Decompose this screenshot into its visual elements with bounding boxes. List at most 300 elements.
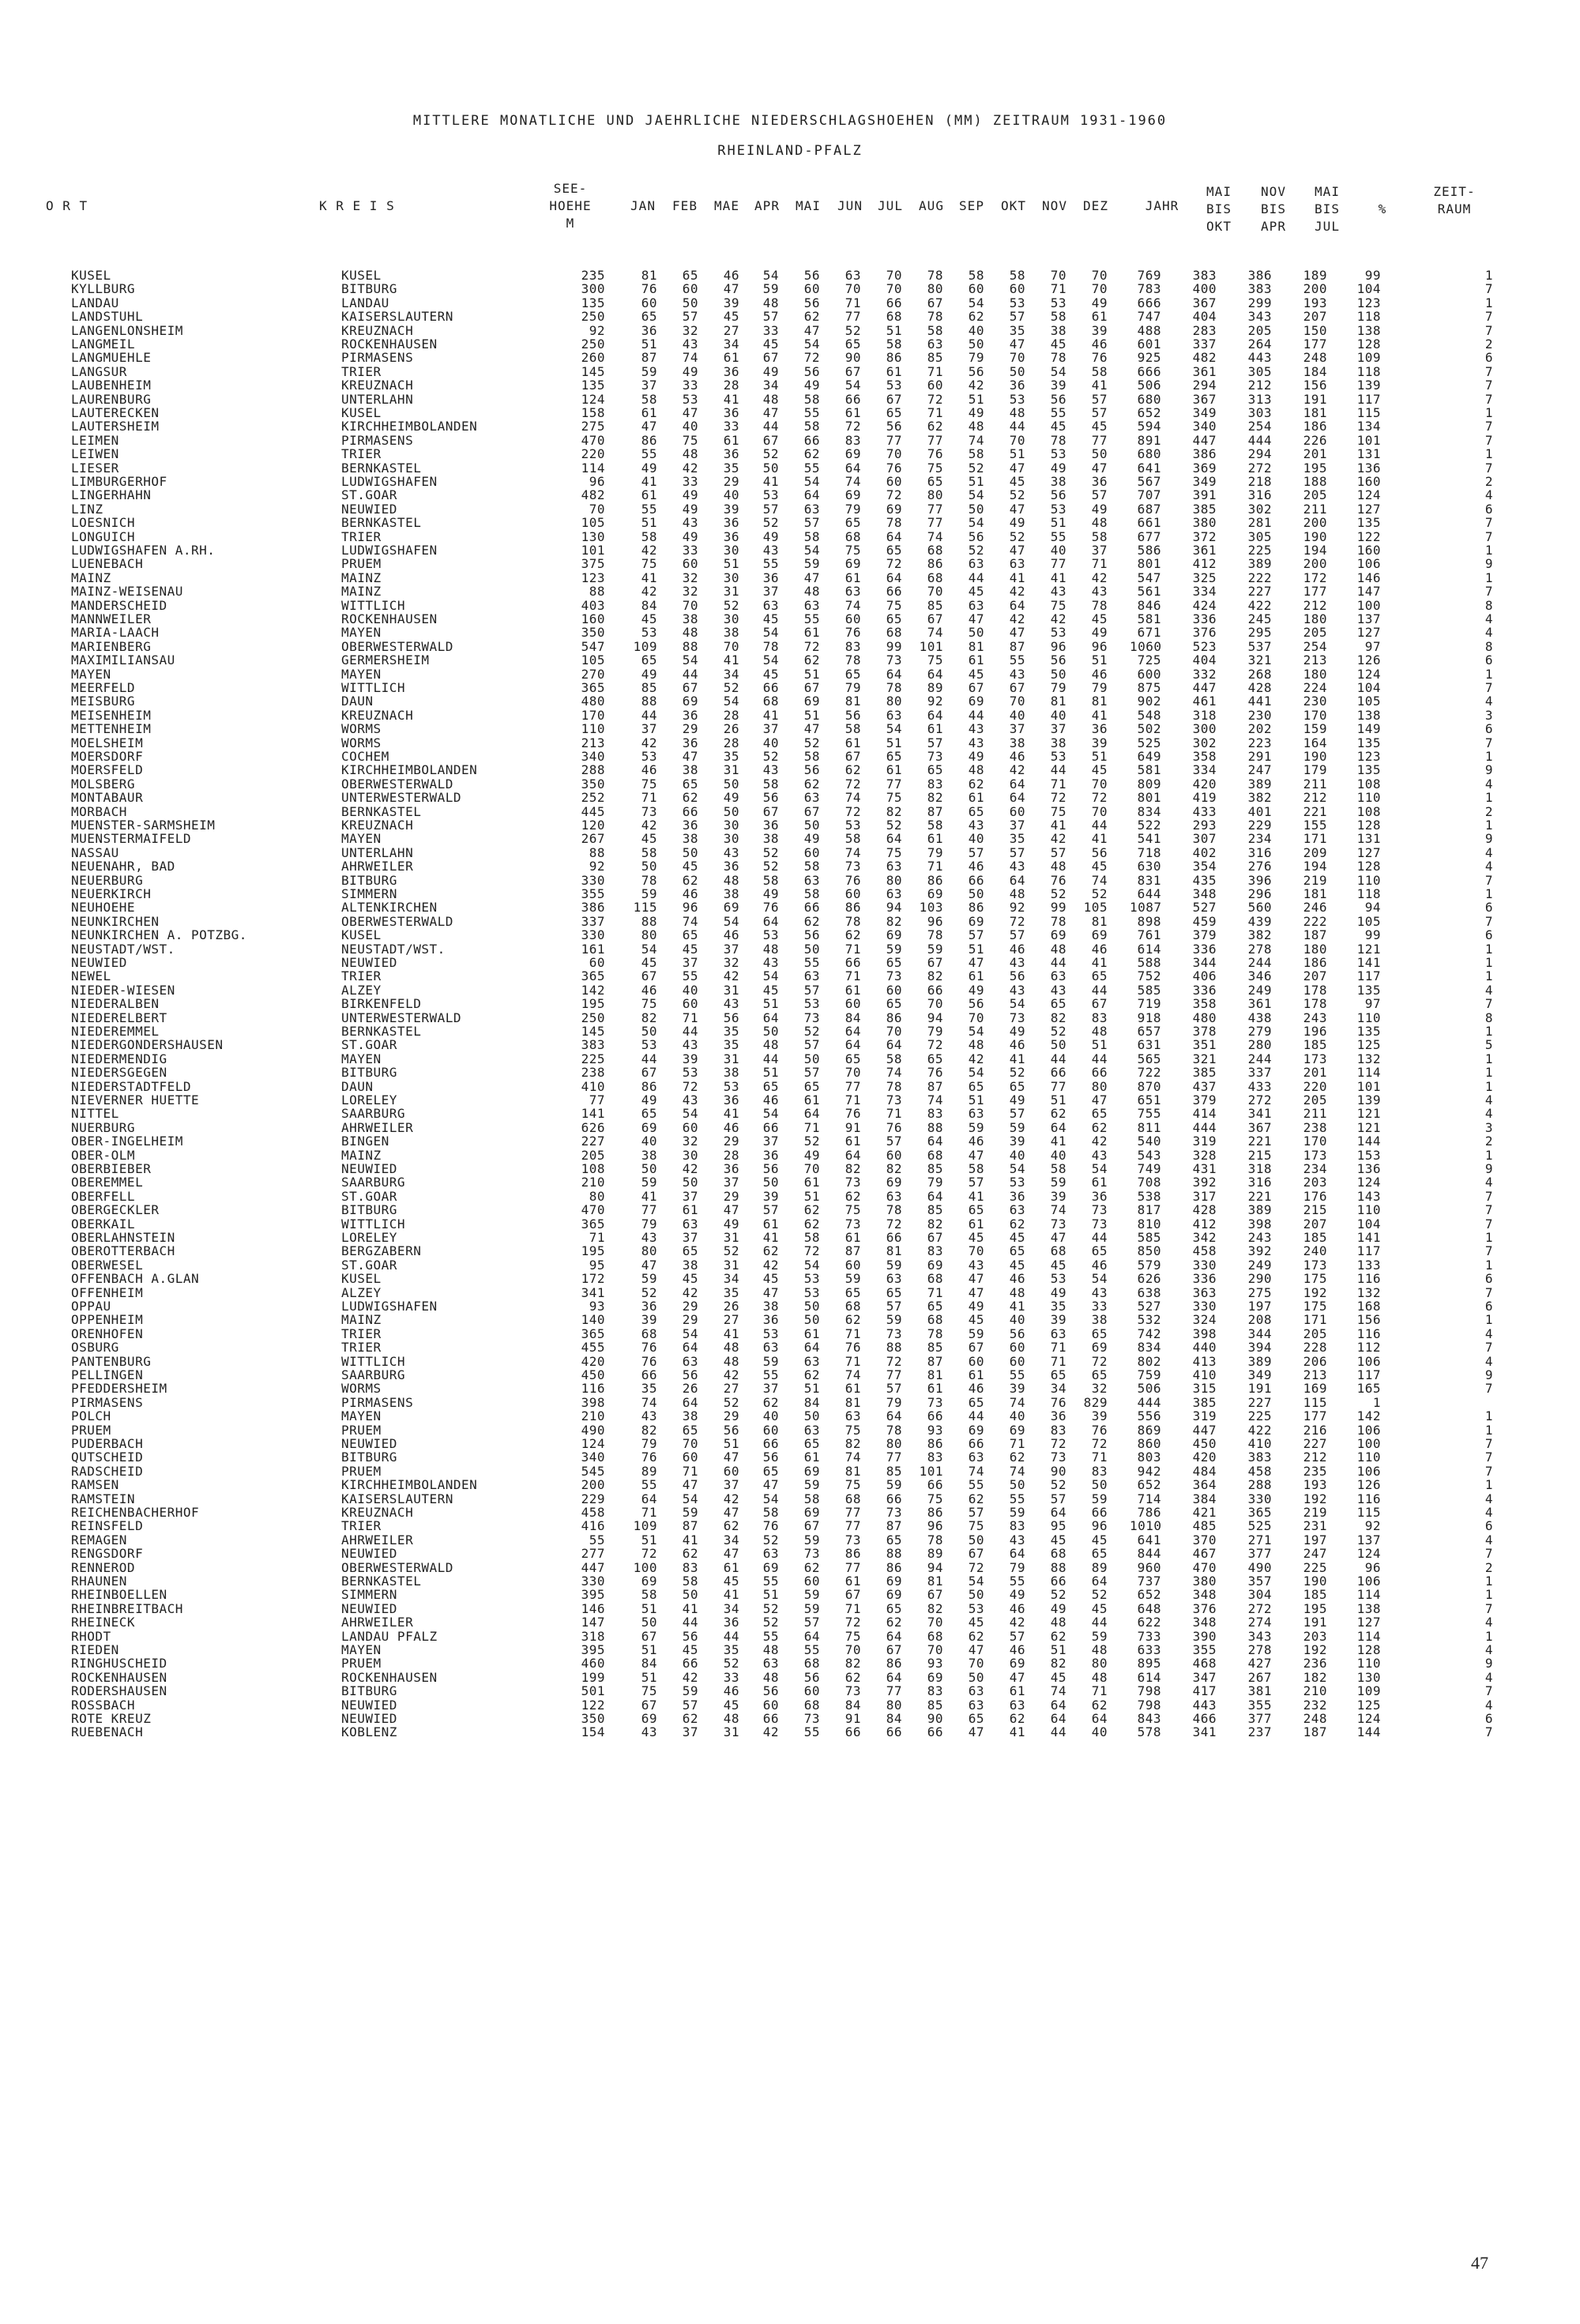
cell-value: 68	[927, 1271, 943, 1287]
cell-value: 180	[1303, 666, 1327, 682]
cell-value: 32	[682, 570, 698, 585]
cell-value: 58	[1091, 363, 1108, 379]
cell-value: 54	[968, 487, 984, 503]
cell-value: 61	[1091, 309, 1108, 325]
cell-value: 652	[1137, 405, 1161, 420]
cell-value: 65	[803, 1436, 820, 1451]
cell-value: 90	[845, 350, 861, 366]
cell-kreis: LUDWIGSHAFEN	[341, 543, 438, 558]
cell-ort: PFEDDERSHEIM	[71, 1381, 167, 1397]
cell-value: 57	[1091, 487, 1108, 503]
cell-value: 891	[1137, 432, 1161, 448]
cell-value: 336	[1192, 941, 1217, 957]
cell-value: 7	[1484, 391, 1493, 407]
cell-value: 200	[1303, 281, 1327, 297]
cell-value: 79	[927, 1175, 943, 1190]
cell-value: 50	[803, 818, 820, 833]
cell-kreis: LANDAU	[341, 295, 389, 310]
cell-value: 38	[1050, 322, 1066, 338]
cell-value: 67	[968, 1340, 984, 1356]
cell-value: 75	[845, 1477, 861, 1493]
cell-value: 71	[845, 1353, 861, 1369]
cell-value: 44	[762, 419, 779, 434]
cell-value: 1	[1484, 1574, 1493, 1589]
page-number: 47	[1471, 2253, 1488, 2273]
cell-value: 843	[1137, 1711, 1161, 1726]
cell-value: 468	[1192, 1656, 1217, 1672]
cell-value: 277	[581, 1546, 605, 1562]
cell-value: 27	[723, 322, 739, 338]
cell-value: 49	[723, 790, 739, 806]
cell-value: 88	[589, 844, 605, 860]
cell-value: 458	[1247, 1463, 1272, 1479]
cell-ort: NIEDERELBERT	[71, 1010, 167, 1025]
cell-value: 7	[1484, 309, 1493, 325]
cell-value: 108	[581, 1161, 605, 1176]
cell-value: 41	[1050, 818, 1066, 833]
cell-value: 48	[723, 872, 739, 888]
cell-value: 53	[1009, 391, 1025, 407]
cell-value: 41	[1009, 1299, 1025, 1314]
cell-kreis: MAYEN	[341, 625, 382, 641]
cell-value: 87	[845, 1243, 861, 1259]
cell-ort: ROTE KREUZ	[71, 1711, 152, 1726]
cell-kreis: ST.GOAR	[341, 1257, 397, 1273]
cell-value: 36	[682, 707, 698, 723]
cell-value: 57	[682, 1697, 698, 1713]
cell-value: 47	[968, 1284, 984, 1300]
cell-value: 40	[641, 1134, 657, 1149]
cell-kreis: OBERWESTERWALD	[341, 913, 453, 929]
cell-value: 49	[803, 831, 820, 847]
cell-value: 69	[927, 886, 943, 901]
cell-value: 422	[1247, 1422, 1272, 1438]
cell-ort: KUSEL	[71, 268, 111, 283]
header-hoehe: SEE- HOEHE M	[549, 181, 592, 231]
cell-value: 4	[1484, 1175, 1493, 1190]
cell-value: 44	[641, 1051, 657, 1066]
cell-value: 77	[927, 501, 943, 517]
cell-value: 43	[682, 337, 698, 352]
cell-value: 33	[682, 474, 698, 489]
cell-value: 960	[1137, 1559, 1161, 1575]
cell-value: 248	[1303, 350, 1327, 366]
cell-value: 64	[845, 1147, 861, 1163]
cell-value: 85	[886, 1463, 902, 1479]
cell-kreis: KUSEL	[341, 405, 382, 420]
cell-value: 201	[1303, 1065, 1327, 1081]
cell-value: 60	[682, 1119, 698, 1135]
cell-value: 115	[1303, 1394, 1327, 1410]
cell-value: 106	[1356, 1463, 1381, 1479]
cell-value: 358	[1192, 749, 1217, 764]
cell-value: 57	[1009, 309, 1025, 325]
cell-value: 846	[1137, 597, 1161, 613]
cell-value: 4	[1484, 611, 1493, 626]
cell-value: 527	[1137, 1299, 1161, 1314]
cell-value: 42	[682, 1284, 698, 1300]
cell-value: 221	[1247, 1134, 1272, 1149]
cell-ort: OSBURG	[71, 1340, 119, 1356]
cell-value: 90	[927, 1711, 943, 1726]
cell-kreis: KREUZNACH	[341, 322, 414, 338]
cell-value: 39	[723, 295, 739, 310]
cell-kreis: KIRCHHEIMBOLANDEN	[341, 762, 478, 778]
cell-value: 100	[1356, 597, 1381, 613]
cell-value: 467	[1192, 1546, 1217, 1562]
cell-kreis: PIRMASENS	[341, 1394, 414, 1410]
cell-value: 9	[1484, 1367, 1493, 1382]
cell-value: 62	[1009, 1450, 1025, 1465]
cell-value: 600	[1137, 666, 1161, 682]
cell-value: 254	[1303, 638, 1327, 654]
cell-value: 135	[1356, 1024, 1381, 1039]
cell-value: 82	[845, 1161, 861, 1176]
cell-ort: LINGERHAHN	[71, 487, 152, 503]
cell-value: 47	[1009, 501, 1025, 517]
cell-value: 138	[1356, 322, 1381, 338]
cell-value: 139	[1356, 1092, 1381, 1107]
cell-value: 73	[1091, 1216, 1108, 1232]
cell-value: 57	[1050, 1491, 1066, 1506]
cell-value: 73	[1050, 1450, 1066, 1465]
cell-value: 200	[581, 1477, 605, 1493]
cell-value: 354	[1192, 859, 1217, 874]
cell-kreis: BITBURG	[341, 1683, 397, 1699]
cell-value: 160	[1356, 474, 1381, 489]
cell-value: 171	[1303, 831, 1327, 847]
cell-value: 71	[927, 1284, 943, 1300]
cell-value: 725	[1137, 652, 1161, 668]
cell-ort: PRUEM	[71, 1422, 111, 1438]
cell-ort: NIEDERGONDERSHAUSEN	[71, 1037, 224, 1053]
cell-value: 78	[762, 638, 779, 654]
cell-ort: ROSSBACH	[71, 1697, 136, 1713]
cell-value: 60	[641, 295, 657, 310]
cell-value: 55	[803, 1724, 820, 1740]
cell-value: 77	[845, 1078, 861, 1094]
cell-value: 82	[886, 803, 902, 819]
cell-value: 7	[1484, 281, 1493, 297]
cell-value: 49	[803, 378, 820, 393]
cell-value: 35	[723, 1284, 739, 1300]
cell-value: 64	[682, 1340, 698, 1356]
cell-value: 46	[1091, 1257, 1108, 1273]
cell-value: 70	[927, 1642, 943, 1657]
cell-value: 79	[1091, 680, 1108, 695]
cell-value: 210	[581, 1175, 605, 1190]
cell-value: 135	[581, 295, 605, 310]
cell-value: 75	[641, 1683, 657, 1699]
cell-value: 71	[1009, 1436, 1025, 1451]
cell-value: 201	[1303, 446, 1327, 462]
cell-value: 57	[1050, 844, 1066, 860]
cell-value: 82	[886, 1161, 902, 1176]
cell-value: 41	[723, 1587, 739, 1603]
cell-value: 73	[1009, 1010, 1025, 1025]
cell-ort: MARIENBERG	[71, 638, 152, 654]
cell-value: 666	[1137, 295, 1161, 310]
cell-value: 58	[803, 859, 820, 874]
cell-value: 41	[723, 1326, 739, 1341]
cell-value: 215	[1303, 1202, 1327, 1218]
cell-value: 294	[1247, 446, 1272, 462]
cell-kreis: MAINZ	[341, 1147, 382, 1163]
cell-ort: PELLINGEN	[71, 1367, 144, 1382]
cell-value: 35	[723, 1642, 739, 1657]
cell-value: 1	[1484, 1051, 1493, 1066]
cell-value: 73	[886, 1326, 902, 1341]
cell-value: 80	[641, 927, 657, 943]
cell-value: 93	[927, 1422, 943, 1438]
cell-value: 71	[845, 295, 861, 310]
cell-value: 7	[1484, 1724, 1493, 1740]
cell-value: 69	[886, 1175, 902, 1190]
cell-value: 39	[1050, 1188, 1066, 1204]
cell-ort: NIEDERSGEGEN	[71, 1065, 167, 1081]
cell-value: 63	[968, 1697, 984, 1713]
cell-value: 145	[581, 363, 605, 379]
cell-value: 86	[886, 1656, 902, 1672]
cell-value: 62	[845, 1188, 861, 1204]
cell-value: 41	[1009, 1051, 1025, 1066]
cell-value: 50	[803, 1299, 820, 1314]
cell-value: 81	[845, 1394, 861, 1410]
cell-value: 69	[682, 694, 698, 709]
cell-value: 55	[762, 1367, 779, 1382]
table-row	[0, 488, 1580, 502]
cell-value: 50	[762, 1024, 779, 1039]
cell-ort: MEISBURG	[71, 694, 136, 709]
cell-value: 44	[1091, 982, 1108, 998]
cell-value: 70	[845, 281, 861, 297]
cell-value: 51	[723, 556, 739, 572]
cell-ort: RIEDEN	[71, 1642, 119, 1657]
cell-value: 72	[1091, 1353, 1108, 1369]
cell-value: 83	[927, 1243, 943, 1259]
cell-value: 5	[1484, 1037, 1493, 1053]
cell-value: 88	[927, 1119, 943, 1135]
cell-value: 73	[803, 1010, 820, 1025]
cell-ort: POLCH	[71, 1408, 111, 1424]
cell-value: 46	[1009, 749, 1025, 764]
cell-value: 59	[803, 556, 820, 572]
cell-value: 211	[1303, 1106, 1327, 1122]
table-row	[0, 310, 1580, 323]
cell-value: 540	[1137, 1134, 1161, 1149]
cell-ort: OBERKAIL	[71, 1216, 136, 1232]
cell-value: 73	[927, 749, 943, 764]
cell-value: 4	[1484, 1697, 1493, 1713]
table-row	[0, 365, 1580, 378]
cell-value: 66	[762, 1436, 779, 1451]
cell-value: 194	[1303, 859, 1327, 874]
cell-value: 84	[641, 597, 657, 613]
cell-value: 57	[886, 1134, 902, 1149]
cell-value: 1	[1484, 1477, 1493, 1493]
cell-value: 69	[803, 1463, 820, 1479]
table-row	[0, 557, 1580, 570]
cell-value: 64	[1050, 1119, 1066, 1135]
cell-value: 169	[1303, 1381, 1327, 1397]
cell-value: 6	[1484, 501, 1493, 517]
cell-value: 32	[682, 322, 698, 338]
cell-value: 43	[762, 955, 779, 970]
cell-value: 49	[968, 982, 984, 998]
cell-value: 65	[886, 1532, 902, 1547]
cell-value: 65	[845, 1284, 861, 1300]
cell-value: 216	[1303, 1422, 1327, 1438]
cell-value: 117	[1356, 968, 1381, 984]
cell-value: 247	[1247, 762, 1272, 778]
cell-value: 68	[845, 1491, 861, 1506]
cell-value: 197	[1247, 1299, 1272, 1314]
cell-value: 290	[1247, 1271, 1272, 1287]
cell-value: 42	[762, 1724, 779, 1740]
cell-value: 60	[1009, 803, 1025, 819]
cell-value: 33	[682, 378, 698, 393]
cell-value: 64	[845, 1024, 861, 1039]
cell-value: 64	[886, 528, 902, 544]
cell-value: 147	[581, 1615, 605, 1630]
cell-value: 68	[927, 1147, 943, 1163]
cell-value: 56	[762, 1683, 779, 1699]
cell-value: 71	[641, 1505, 657, 1520]
cell-value: 51	[803, 1188, 820, 1204]
cell-ort: LUDWIGSHAFEN A.RH.	[71, 543, 216, 558]
cell-value: 33	[723, 419, 739, 434]
cell-value: 90	[1050, 1463, 1066, 1479]
cell-value: 106	[1356, 1422, 1381, 1438]
cell-value: 32	[682, 1134, 698, 1149]
cell-value: 348	[1192, 1587, 1217, 1603]
cell-value: 53	[682, 391, 698, 407]
cell-value: 160	[581, 611, 605, 626]
cell-value: 443	[1192, 1697, 1217, 1713]
cell-value: 114	[1356, 1587, 1381, 1603]
cell-value: 803	[1137, 1450, 1161, 1465]
cell-value: 65	[927, 1051, 943, 1066]
table-row	[0, 1066, 1580, 1079]
cell-value: 56	[1050, 652, 1066, 668]
cell-value: 36	[723, 446, 739, 462]
cell-value: 45	[1091, 611, 1108, 626]
cell-value: 71	[1091, 1683, 1108, 1699]
cell-value: 231	[1303, 1518, 1327, 1534]
cell-value: 272	[1247, 1600, 1272, 1616]
cell-value: 54	[723, 694, 739, 709]
table-row	[0, 1423, 1580, 1437]
cell-value: 237	[1247, 1724, 1272, 1740]
table-row	[0, 406, 1580, 419]
table-row	[0, 1107, 1580, 1120]
cell-value: 36	[762, 1147, 779, 1163]
cell-value: 895	[1137, 1656, 1161, 1672]
cell-value: 50	[641, 1024, 657, 1039]
cell-value: 199	[581, 1669, 605, 1685]
page-title: MITTLERE MONATLICHE UND JAEHRLICHE NIEDERSCHLAGSHOEHEN (MM) ZEITRAUM 1931-1960	[412, 113, 1168, 129]
cell-value: 341	[1247, 1106, 1272, 1122]
cell-value: 365	[581, 968, 605, 984]
cell-value: 78	[886, 1078, 902, 1094]
cell-value: 391	[1192, 487, 1217, 503]
cell-value: 361	[1192, 543, 1217, 558]
cell-value: 65	[641, 1106, 657, 1122]
cell-value: 54	[968, 515, 984, 531]
cell-value: 36	[1091, 1188, 1108, 1204]
cell-value: 66	[886, 1230, 902, 1245]
cell-value: 72	[927, 391, 943, 407]
cell-ort: LANGSUR	[71, 363, 127, 379]
cell-value: 31	[723, 982, 739, 998]
cell-value: 38	[682, 1408, 698, 1424]
cell-kreis: WORMS	[341, 735, 382, 750]
cell-value: 65	[682, 776, 698, 792]
cell-value: 561	[1137, 584, 1161, 600]
cell-value: 78	[886, 1202, 902, 1218]
cell-value: 400	[1192, 281, 1217, 297]
cell-kreis: TRIER	[341, 968, 382, 984]
cell-value: 433	[1192, 803, 1217, 819]
cell-value: 40	[968, 831, 984, 847]
cell-value: 48	[1050, 859, 1066, 874]
cell-value: 41	[682, 1532, 698, 1547]
cell-value: 59	[803, 1477, 820, 1493]
cell-value: 875	[1137, 680, 1161, 695]
cell-kreis: AHRWEILER	[341, 1119, 414, 1135]
cell-value: 94	[1364, 900, 1381, 916]
cell-value: 299	[1247, 295, 1272, 310]
cell-value: 76	[641, 281, 657, 297]
cell-value: 66	[968, 1436, 984, 1451]
cell-value: 45	[1009, 1257, 1025, 1273]
cell-value: 50	[682, 844, 698, 860]
cell-ort: REICHENBACHERHOF	[71, 1505, 200, 1520]
cell-value: 27	[723, 1381, 739, 1397]
cell-value: 79	[845, 680, 861, 695]
cell-value: 140	[581, 1312, 605, 1328]
cell-value: 55	[1050, 405, 1066, 420]
cell-value: 178	[1303, 996, 1327, 1012]
cell-value: 420	[581, 1353, 605, 1369]
cell-value: 58	[762, 872, 779, 888]
header-month-jul: JUL	[878, 198, 903, 213]
cell-value: 44	[1091, 818, 1108, 833]
cell-value: 56	[762, 1450, 779, 1465]
cell-value: 58	[803, 1230, 820, 1245]
cell-value: 66	[845, 391, 861, 407]
cell-value: 75	[641, 776, 657, 792]
cell-value: 67	[927, 1587, 943, 1603]
cell-value: 69	[968, 694, 984, 709]
cell-value: 160	[1356, 543, 1381, 558]
cell-value: 66	[762, 1711, 779, 1726]
header-month-aug: AUG	[919, 198, 944, 213]
cell-value: 61	[927, 721, 943, 737]
cell-value: 51	[762, 1587, 779, 1603]
cell-value: 440	[1192, 1340, 1217, 1356]
cell-value: 69	[1009, 1422, 1025, 1438]
cell-value: 69	[927, 1669, 943, 1685]
cell-value: 195	[581, 1243, 605, 1259]
cell-ort: NIEDERALBEN	[71, 996, 160, 1012]
cell-value: 37	[762, 584, 779, 600]
cell-value: 73	[803, 1546, 820, 1562]
cell-value: 52	[1050, 1024, 1066, 1039]
cell-value: 1087	[1130, 900, 1162, 916]
cell-value: 348	[1192, 1615, 1217, 1630]
cell-value: 50	[762, 1175, 779, 1190]
